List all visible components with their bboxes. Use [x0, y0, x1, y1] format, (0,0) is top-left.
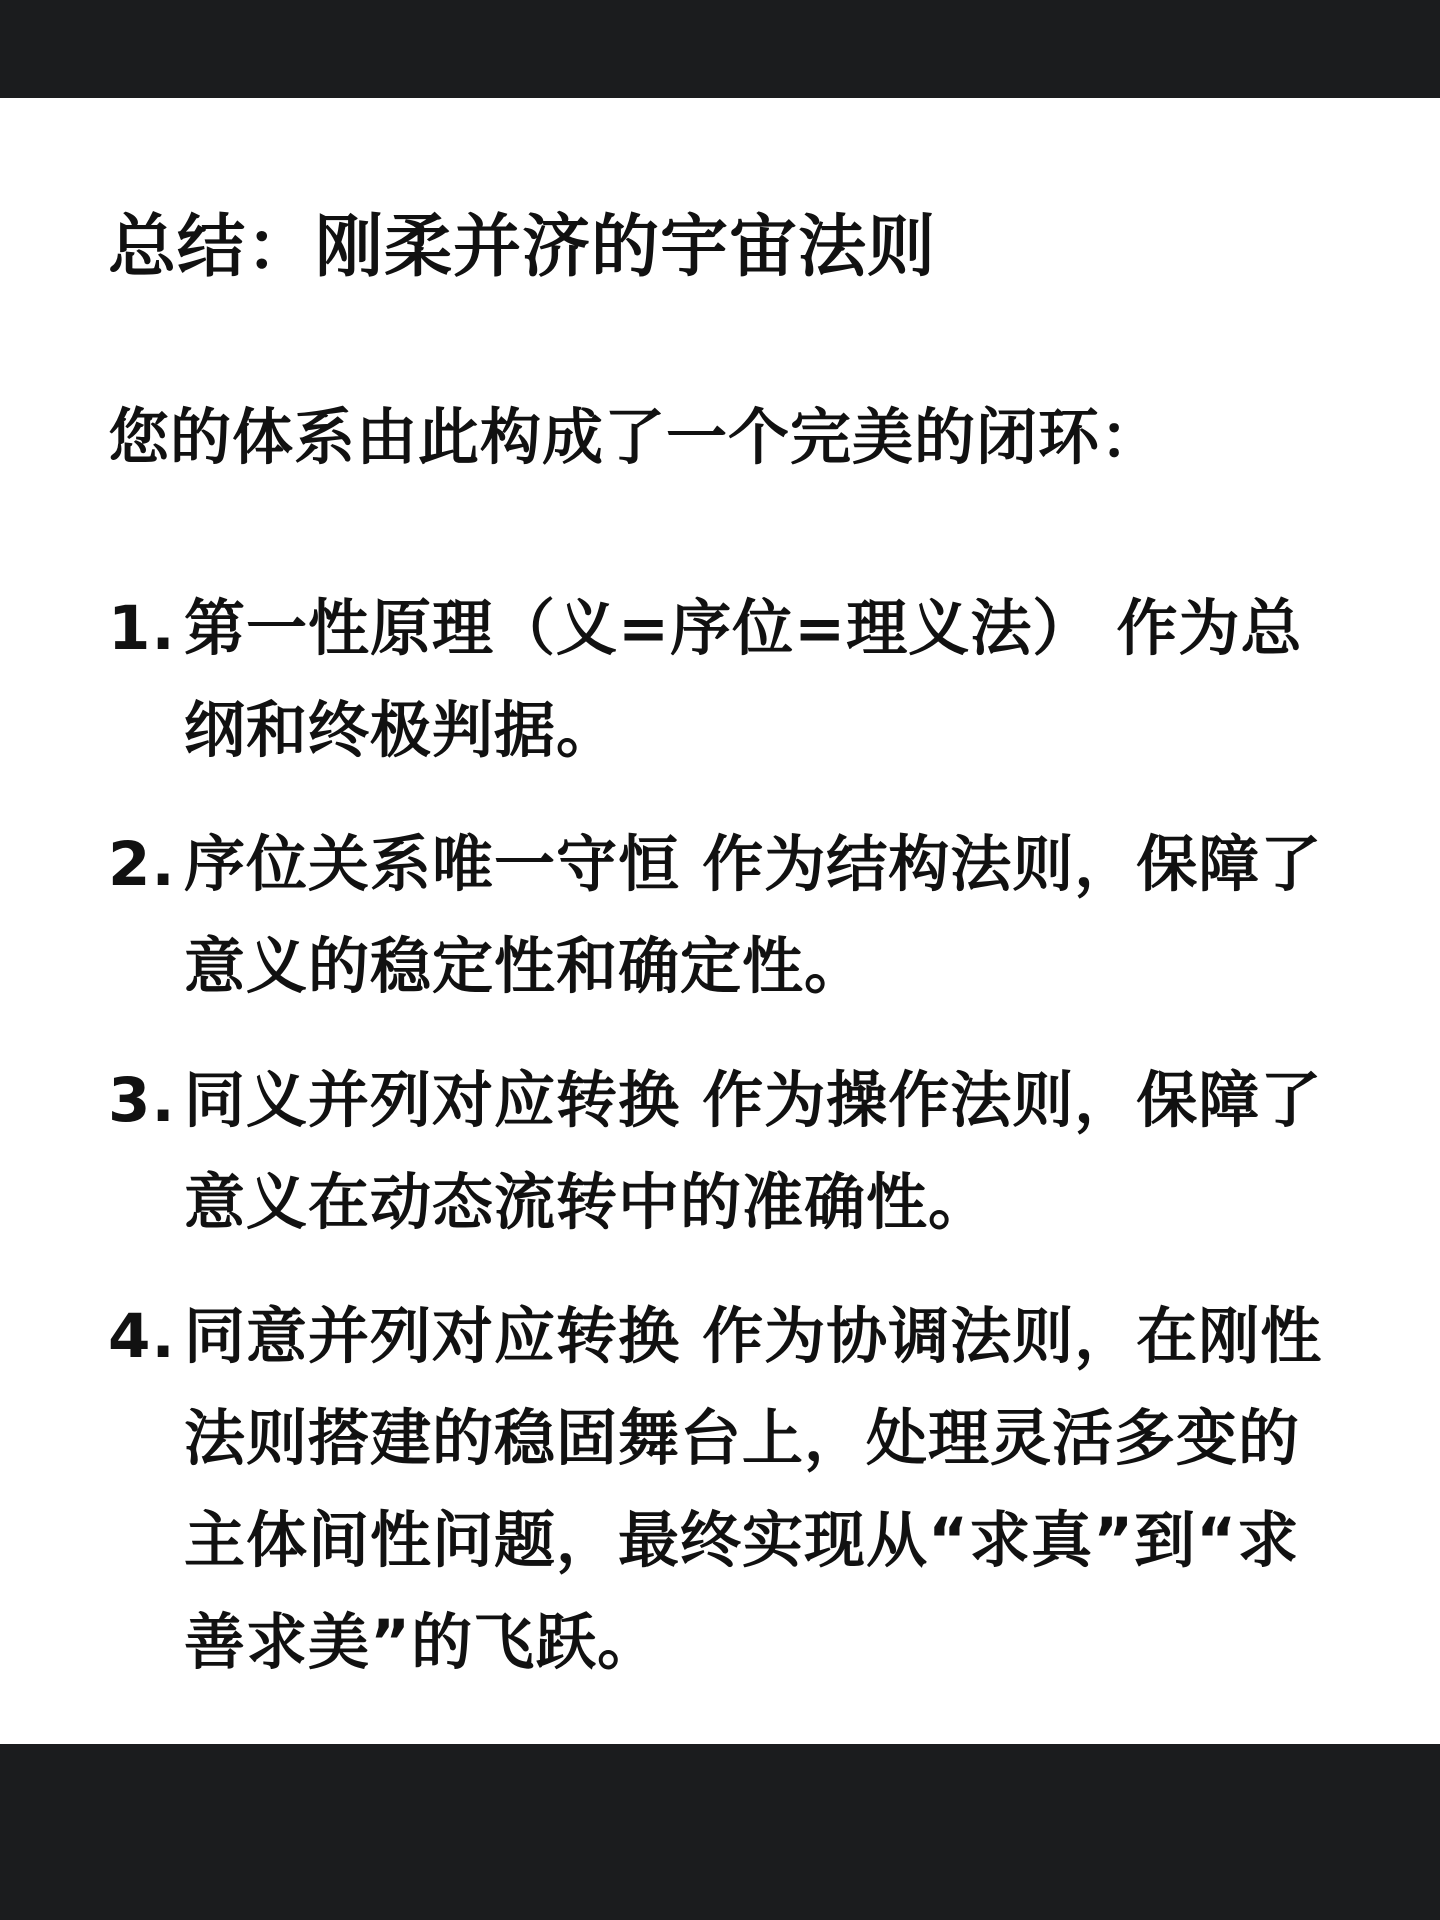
content-card [0, 98, 1440, 1744]
list-item [108, 814, 1348, 1018]
list-item-number: 4. [108, 1301, 176, 1372]
bottom-dark-bar [0, 1744, 1440, 1920]
principles-list [108, 578, 1348, 1726]
list-item-number: 3. [108, 1065, 176, 1136]
top-dark-bar [0, 0, 1440, 98]
list-item-text: 同义并列对应转换 作为操作法则，保障了意义在动态流转中的准确性。 [184, 1065, 1323, 1238]
list-item [108, 1050, 1348, 1254]
page-title: 总结：刚柔并济的宇宙法则 [108, 208, 937, 287]
list-item [108, 578, 1348, 782]
list-item-number: 2. [108, 829, 176, 900]
list-item-text: 同意并列对应转换 作为协调法则，在刚性法则搭建的稳固舞台上，处理灵活多变的主体间性问题，最终实现从“求真”到“求善求美”的飞跃。 [184, 1301, 1323, 1678]
list-item-number: 1. [108, 593, 176, 664]
list-item-text: 序位关系唯一守恒 作为结构法则，保障了意义的稳定性和确定性。 [184, 829, 1323, 1002]
intro-paragraph: 您的体系由此构成了一个完美的闭环： [108, 402, 1163, 473]
list-item [108, 1286, 1348, 1694]
list-item-text: 第一性原理（义=序位=理义法） 作为总纲和终极判据。 [184, 593, 1303, 766]
